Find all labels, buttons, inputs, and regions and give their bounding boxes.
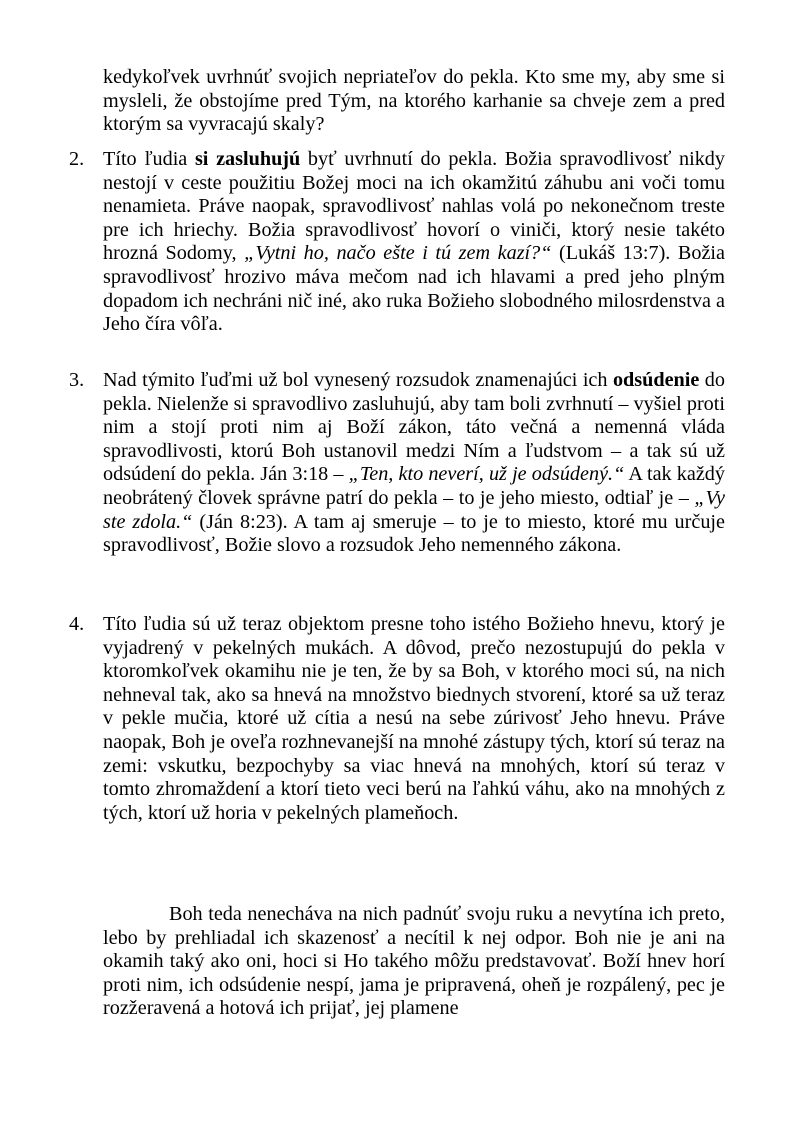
continuation-text: kedykoľvek uvrhnúť svojich nepriateľov do pekla. Kto sme my, aby sme si mysleli, že obstojíme pred Tým, na ktorého karhanie sa chveje zem a pred ktorým sa vyvracajú skaly? [103,66,725,136]
item-text: (Lukáš 13:7). Božia spravodlivosť hrozivo máva mečom nad ich hlavami a pred jeho plným dopadom ich nechráni nič iné, ako ruka Božieho slobodného milosrdenstva a Jeho číra vôľa. [103,242,725,336]
item-bold-text: si zasluhujú [194,148,301,170]
list-item [103,369,725,558]
final-paragraph [103,903,725,1021]
item-text: byť uvrhnutí do pekla. Božia spravodlivosť nikdy nestojí v ceste použitiu Božej moci na ich okamžitú záhubu ani voči tomu nenamieta. Práve naopak, spravodlivosť nahlas volá po nekonečnom treste pre ich hriechy. Božia spravodlivosť hovorí o viniči, ktorý nesie takéto hrozná Sodomy, [103,148,725,265]
list-number: 2. [69,148,85,170]
item-text: do pekla. Nielenže si spravodlivo zasluhujú, aby tam boli zvrhnutí – vyšiel proti nim a stojí proti nim aj Boží zákon, táto večná a nemenná vláda spravodlivosti, ktorú Boh ustanovil medzi Ním a ľudstvom – a tak sú už odsúdení do pekla. Ján 3:18 – [103,369,725,486]
list-item [103,613,725,825]
list-item [103,148,725,337]
item-text: Nad týmito ľuďmi už bol vynesený rozsudok znamenajúci ich [103,369,613,391]
item-text: (Ján 8:23). A tam aj smeruje – to je to miesto, ktoré mu určuje spravodlivosť, Božie slovo a rozsudok Jeho nemenného zákona. [103,510,726,557]
item-bold-text: odsúdenie [612,369,700,391]
item-quote: „Vytni ho, načo ešte i tú zem kazí?“ [244,242,552,265]
item-text: A tak každý neobrátený človek správne patrí do pekla – to je jeho miesto, odtiaľ je – [103,463,725,509]
list-number: 4. [69,613,85,635]
final-paragraph-text: Boh teda nenecháva na nich padnúť svoju ruku a nevytína ich preto, lebo by prehliadal ich skazenosť a necítil k nej odpor. Boh nie je ani na okamih taký ako oni, hoci si Ho takého môžu predstavovať. Boží hnev horí proti nim, ich odsúdenie nespí, jama je pripravená, oheň je rozpálený, pec je rozžeravená a hotová ich prijať, jej plamene [103,903,725,1020]
item-text: Títo ľudia sú už teraz objektom presne toho istého Božieho hnevu, ktorý je vyjadrený v pekelných mukách. A dôvod, prečo nezostupujú do pekla v ktoromkoľvek okamihu nie je ten, že by sa Boh, v ktorého moci sú, na nich nehneval tak, ako sa hnevá na množstvo biednych stvorení, ktoré sa už teraz v pekle mučia, ktoré už cítia a nesú na sebe zúrivosť Jeho hnevu. Práve naopak, Boh je oveľa rozhnevanejší na mnohé zástupy tých, ktorí sú teraz na zemi: vskutku, bezpochyby sa viac hnevá na mnohých, ktorí sú teraz v tomto zhromaždení a ktorí tieto veci berú na ľahkú váhu, ako na mnohých z tých, ktorí už horia v pekelných plameňoch. [103,613,725,824]
continuation-paragraph [103,66,725,137]
item-quote: „Vy ste zdola.“ [103,486,725,533]
list-number: 3. [69,369,85,391]
item-text: Títo ľudia [103,148,195,170]
item-quote: „Ten, kto neverí, už je odsúdený.“ [348,463,625,486]
